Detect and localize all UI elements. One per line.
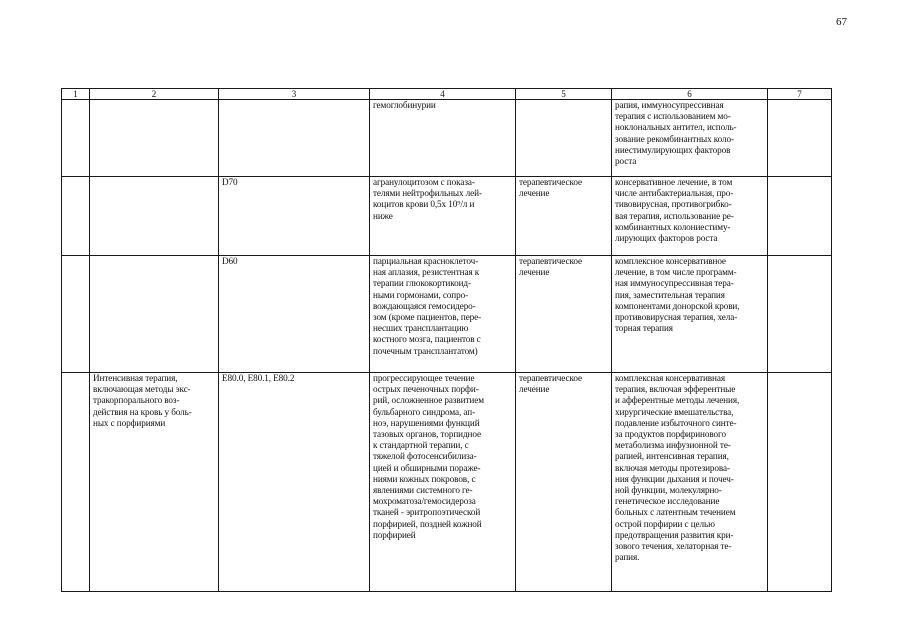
cell-cost [768,256,832,373]
cell-patient-model: парциальная красноклеточ- ная аплазия, резистентная к терапии глюкокортикоид- ными гормонами, сопро- вождающаяся гемосидеро- зом (кроме пациентов, пере- несших трансплантацию костного мозга, пациентов с почечным трансплантатом) [370,256,516,373]
cell-treatment-type: терапевтическое лечение [516,177,612,256]
cell-number [62,373,90,592]
cell-cost [768,100,832,177]
header-col-1: 1 [62,89,90,100]
cell-treatment-method: консервативное лечение, в том числе антибактериальная, про- тивовирусная, противогрибко- вая терапия, использование ре- комбинантных колониестиму- лирующих факторов роста [612,177,768,256]
cell-treatment-type: терапевтическое лечение [516,256,612,373]
treatment-table [61,88,832,592]
table-row [62,373,832,592]
table-row [62,177,832,256]
cell-icd-code: D70 [219,177,370,256]
cell-cost [768,177,832,256]
table-row [62,100,832,177]
cell-treatment-method: комплексное консервативное лечение, в том числе программ- ная иммуносупрессивная тера- пия, заместительная терапия компонентами донорской крови, противовирусная терапия, хела- торная терапия [612,256,768,373]
cell-treatment-method: рапия, иммуносупрессивная терапия с использованием мо- ноклональных антител, исполь- зование рекомбинантных коло- ниестимулирующих факторов роста [612,100,768,177]
cell-icd-code: D60 [219,256,370,373]
table-body [62,100,832,592]
cell-treatment-method: комплексная консервативная терапия, включая эфферентные и афферентные методы лечения, хирургические вмешательства, подавление избыточного синте- за продуктов порфиринового метаболизма инфузионной те- рапией, интенсивная терапия, включая методы протезирова- ния функции дыхания и почеч- ной функции, молекулярно- генетическое исследование больных с латентным течением острой порфирии с целью предотвращения развития кри- зового течения, хелаторная те- рапия. [612,373,768,592]
header-col-6: 6 [612,89,768,100]
cell-treatment-type: терапевтическое лечение [516,373,612,592]
cell-icd-code [219,100,370,177]
cell-number [62,177,90,256]
cell-treatment-profile [90,256,219,373]
cell-treatment-profile [90,177,219,256]
header-col-4: 4 [370,89,516,100]
cell-patient-model: гемоглобинурии [370,100,516,177]
cell-treatment-profile: Интенсивная терапия, включающая методы экс- тракорпорального воз- действия на кровь у боль- ных с порфириями [90,373,219,592]
table-row [62,256,832,373]
cell-icd-code: E80.0, E80.1, E80.2 [219,373,370,592]
table-header [62,89,832,100]
cell-cost [768,373,832,592]
cell-treatment-profile [90,100,219,177]
header-col-2: 2 [90,89,219,100]
header-row [62,89,832,100]
page-number: 67 [836,16,847,28]
cell-number [62,256,90,373]
header-col-5: 5 [516,89,612,100]
cell-number [62,100,90,177]
header-col-3: 3 [219,89,370,100]
cell-treatment-type [516,100,612,177]
cell-patient-model: прогрессирующее течение острых печеночных порфи- рий, осложненное развитием бульбарного синдрома, ап- ноэ, нарушениями функций тазовых органов, торпидное к стандартной терапии, с тяжелой фотосенсибилиза- цией и обширными пораже- ниями кожных покровов, с явлениями системного ге- мохроматоза/гемосидероза тканей - эритропоэтической порфирией, поздней кожной порфирией [370,373,516,592]
cell-patient-model: агранулоцитозом с показа- телями нейтрофильных лей- коцитов крови 0,5х 10⁹/л и ниже [370,177,516,256]
header-col-7: 7 [768,89,832,100]
